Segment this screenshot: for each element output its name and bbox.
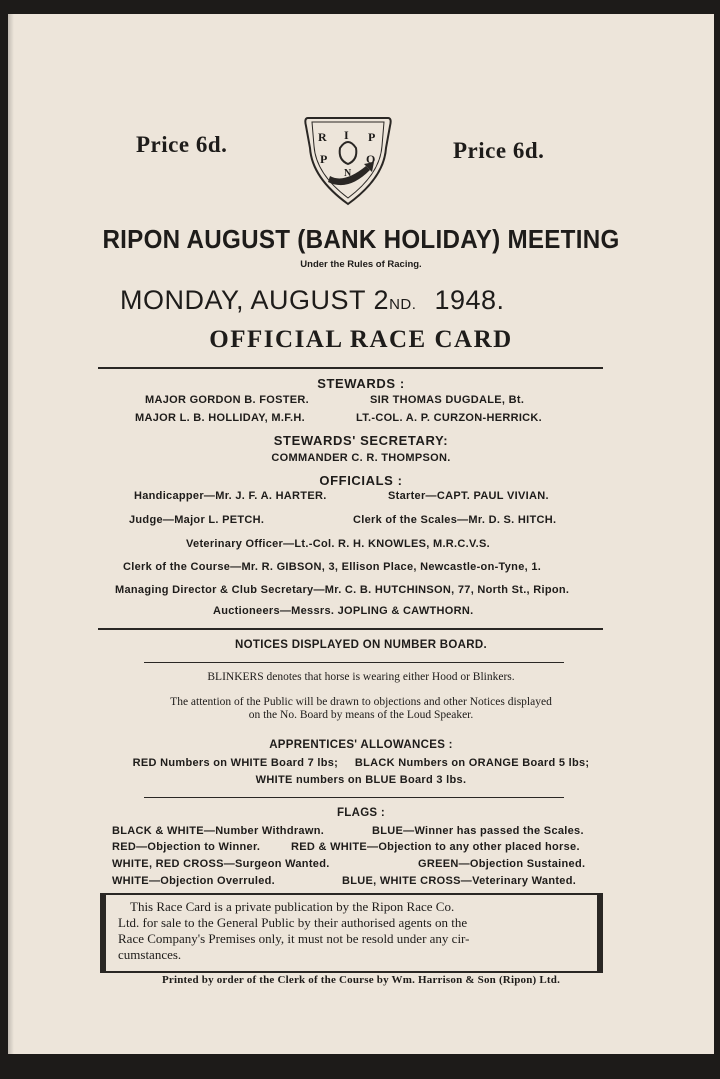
meeting-subtitle: Under the Rules of Racing. <box>300 259 422 270</box>
crest-letter: O <box>366 152 376 166</box>
crest-letter: R <box>318 130 327 144</box>
officials-heading: OFFICIALS : <box>319 473 403 488</box>
attention-notice-1: The attention of the Public will be drawn to objections and other Notices displayed <box>170 696 552 708</box>
printed-by: Printed by order of the Clerk of the Course by Wm. Harrison & Son (Ripon) Ltd. <box>161 974 561 986</box>
secretary-name: COMMANDER C. R. THOMPSON. <box>271 452 451 464</box>
divider <box>98 628 603 630</box>
race-card <box>8 14 714 1054</box>
private-notice-box <box>100 893 603 973</box>
official-clerk-course: Clerk of the Course—Mr. R. GIBSON, 3, Ellison Place, Newcastle-on-Tyne, 1. <box>123 561 542 573</box>
date-text: MONDAY, AUGUST 2 <box>120 285 390 315</box>
divider <box>98 367 603 369</box>
official-race-card-title: OFFICIAL RACE CARD <box>209 326 513 353</box>
page-shadow <box>8 14 14 1054</box>
crest-letter: P <box>368 130 376 144</box>
meeting-date <box>120 285 505 316</box>
notices-heading: NOTICES DISPLAYED ON NUMBER BOARD. <box>235 639 487 651</box>
flag-1: BLACK & WHITE—Number Withdrawn. <box>112 825 325 837</box>
official-starter: Starter—CAPT. PAUL VIVIAN. <box>388 490 549 502</box>
apprentices-heading: APPRENTICES' ALLOWANCES : <box>269 739 453 751</box>
flag-7: WHITE—Objection Overruled. <box>112 875 276 887</box>
steward-1: MAJOR GORDON B. FOSTER. <box>145 394 309 406</box>
flag-3: RED—Objection to Winner. <box>112 841 261 853</box>
blinkers-notice: BLINKERS denotes that horse is wearing either Hood or Blinkers. <box>207 671 515 683</box>
apprentices-line-1: RED Numbers on WHITE Board 7 lbs; BLACK Numbers on ORANGE Board 5 lbs; <box>132 757 590 769</box>
official-clerk-scales: Clerk of the Scales—Mr. D. S. HITCH. <box>353 514 557 526</box>
meeting-title: RIPON AUGUST (BANK HOLIDAY) MEETING <box>102 224 620 254</box>
steward-2: SIR THOMAS DUGDALE, Bt. <box>370 394 525 406</box>
flag-8: BLUE, WHITE CROSS—Veterinary Wanted. <box>342 875 577 887</box>
date-year: 1948. <box>434 285 505 315</box>
official-handicapper: Handicapper—Mr. J. F. A. HARTER. <box>134 490 327 502</box>
stewards-heading: STEWARDS : <box>317 376 405 391</box>
official-managing: Managing Director & Club Secretary—Mr. C. B. HUTCHINSON, 77, North St., Ripon. <box>115 584 570 596</box>
flag-4: RED & WHITE—Objection to any other placed horse. <box>291 841 580 853</box>
apprentices-line-2: WHITE numbers on BLUE Board 3 lbs. <box>255 774 467 786</box>
private-notice-line-3: Race Company's Premises only, it must not be resold under any cir- <box>118 931 470 946</box>
flag-5: WHITE, RED CROSS—Surgeon Wanted. <box>112 858 330 870</box>
crest-letter: N <box>344 168 352 179</box>
flags-heading: FLAGS : <box>336 807 386 819</box>
crest-letter: I <box>344 128 349 142</box>
date-suffix: ND. <box>389 296 417 313</box>
private-notice-line-2: Ltd. for sale to the General Public by their authorised agents on the <box>118 915 468 930</box>
private-notice-line-1: This Race Card is a private publication by the Ripon Race Co. <box>130 899 455 914</box>
secretary-heading: STEWARDS' SECRETARY: <box>273 433 449 448</box>
steward-4: LT.-COL. A. P. CURZON-HERRICK. <box>356 412 543 424</box>
divider <box>144 662 564 663</box>
official-auctioneers: Auctioneers—Messrs. JOPLING & CAWTHORN. <box>213 605 474 617</box>
price-left: Price 6d. <box>136 132 228 157</box>
attention-notice-2: on the No. Board by means of the Loud Speaker. <box>248 709 474 721</box>
flag-6: GREEN—Objection Sustained. <box>418 858 586 870</box>
price-right: Price 6d. <box>453 138 545 163</box>
ripon-crest-icon <box>300 108 396 208</box>
private-notice-line-4: cumstances. <box>118 947 182 962</box>
official-veterinary: Veterinary Officer—Lt.-Col. R. H. KNOWLES, M.R.C.V.S. <box>186 538 490 550</box>
divider <box>144 797 564 798</box>
steward-3: MAJOR L. B. HOLLIDAY, M.F.H. <box>135 412 305 424</box>
crest-letter: P <box>320 152 328 166</box>
official-judge: Judge—Major L. PETCH. <box>129 514 265 526</box>
flag-2: BLUE—Winner has passed the Scales. <box>372 825 584 837</box>
